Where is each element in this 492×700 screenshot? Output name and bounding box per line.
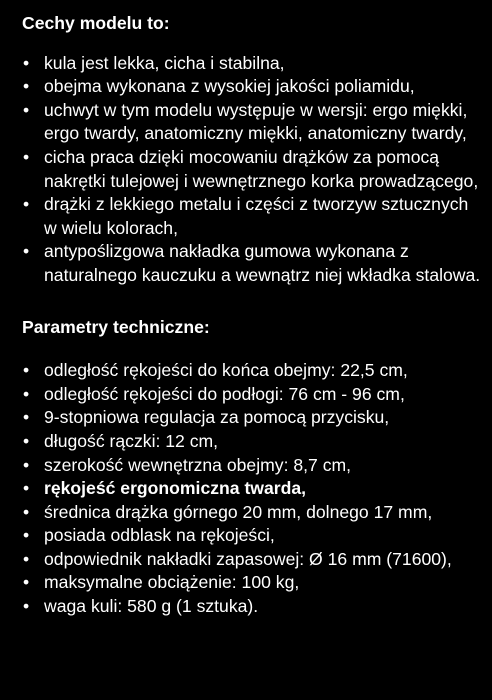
bullet: • <box>23 478 30 499</box>
list-item-text: drążki z lekkiego metalu i części z tworzyw sztucznych w wielu kolorach, <box>44 194 469 238</box>
list-item-text: odpowiednik nakładki zapasowej: Ø 16 mm (71600), <box>44 548 452 569</box>
bullet: • <box>23 99 30 120</box>
list-item <box>22 383 482 407</box>
bullet: • <box>23 146 30 167</box>
bullet: • <box>23 360 30 381</box>
bullet: • <box>23 596 30 617</box>
list-item <box>22 406 482 430</box>
bullet: • <box>23 454 30 475</box>
list-item <box>22 99 482 146</box>
list-item <box>22 571 482 595</box>
bullet: • <box>23 194 30 215</box>
list-item-text: odległość rękojeści do końca obejmy: 22,5 cm, <box>44 360 408 381</box>
bullet: • <box>23 572 30 593</box>
list-item-text: długość rączki: 12 cm, <box>44 430 219 451</box>
list-item <box>22 454 482 478</box>
bullet: • <box>23 52 30 73</box>
bullet: • <box>23 407 30 428</box>
list-item <box>22 430 482 454</box>
bullet: • <box>23 76 30 97</box>
list-item-text: obejma wykonana z wysokiej jakości poliamidu, <box>44 76 415 97</box>
list-item <box>22 52 482 76</box>
list-item-text: cicha praca dzięki mocowaniu drążków za pomocą nakrętki tulejowej i wewnętrznego korka prowadzącego, <box>44 146 479 191</box>
parameters-list <box>22 359 482 619</box>
list-item-text-bold: rękojeść ergonomiczna twarda, <box>44 478 307 499</box>
list-item <box>22 524 482 548</box>
list-item <box>22 240 482 287</box>
list-item-text: odległość rękojeści do podłogi: 76 cm - 96 cm, <box>44 383 405 404</box>
list-item <box>22 501 482 525</box>
list-item <box>22 359 482 383</box>
list-item <box>22 595 482 619</box>
bullet: • <box>23 430 30 451</box>
list-item-text: szerokość wewnętrzna obejmy: 8,7 cm, <box>44 454 352 475</box>
bullet: • <box>23 525 30 546</box>
bullet: • <box>23 241 30 262</box>
bullet: • <box>23 548 30 569</box>
list-item-text: średnica drążka górnego 20 mm, dolnego 17 mm, <box>44 501 433 522</box>
list-item-text: uchwyt w tym modelu występuje w wersji: ergo miękki, ergo twardy, anatomiczny miękki, anatomiczny twardy, <box>44 99 468 144</box>
list-item <box>22 477 482 501</box>
bullet: • <box>23 501 30 522</box>
list-item-text: antypoślizgowa nakładka gumowa wykonana z naturalnego kauczuku a wewnątrz niej wkładka stalowa. <box>44 241 481 285</box>
list-item-text: waga kuli: 580 g (1 sztuka). <box>44 596 259 617</box>
list-item-text: 9-stopniowa regulacja za pomocą przycisku, <box>44 407 390 428</box>
list-item <box>22 146 482 193</box>
list-item-text: posiada odblask na rękojeści, <box>44 525 275 546</box>
list-item-text: kula jest lekka, cicha i stabilna, <box>44 52 285 73</box>
list-item <box>22 548 482 572</box>
list-item <box>22 75 482 99</box>
list-item <box>22 193 482 240</box>
parameters-heading: Parametry techniczne: <box>22 316 210 337</box>
features-list <box>22 52 482 288</box>
list-item-text: maksymalne obciążenie: 100 kg, <box>44 572 300 593</box>
bullet: • <box>23 383 30 404</box>
features-heading: Cechy modelu to: <box>22 13 170 33</box>
